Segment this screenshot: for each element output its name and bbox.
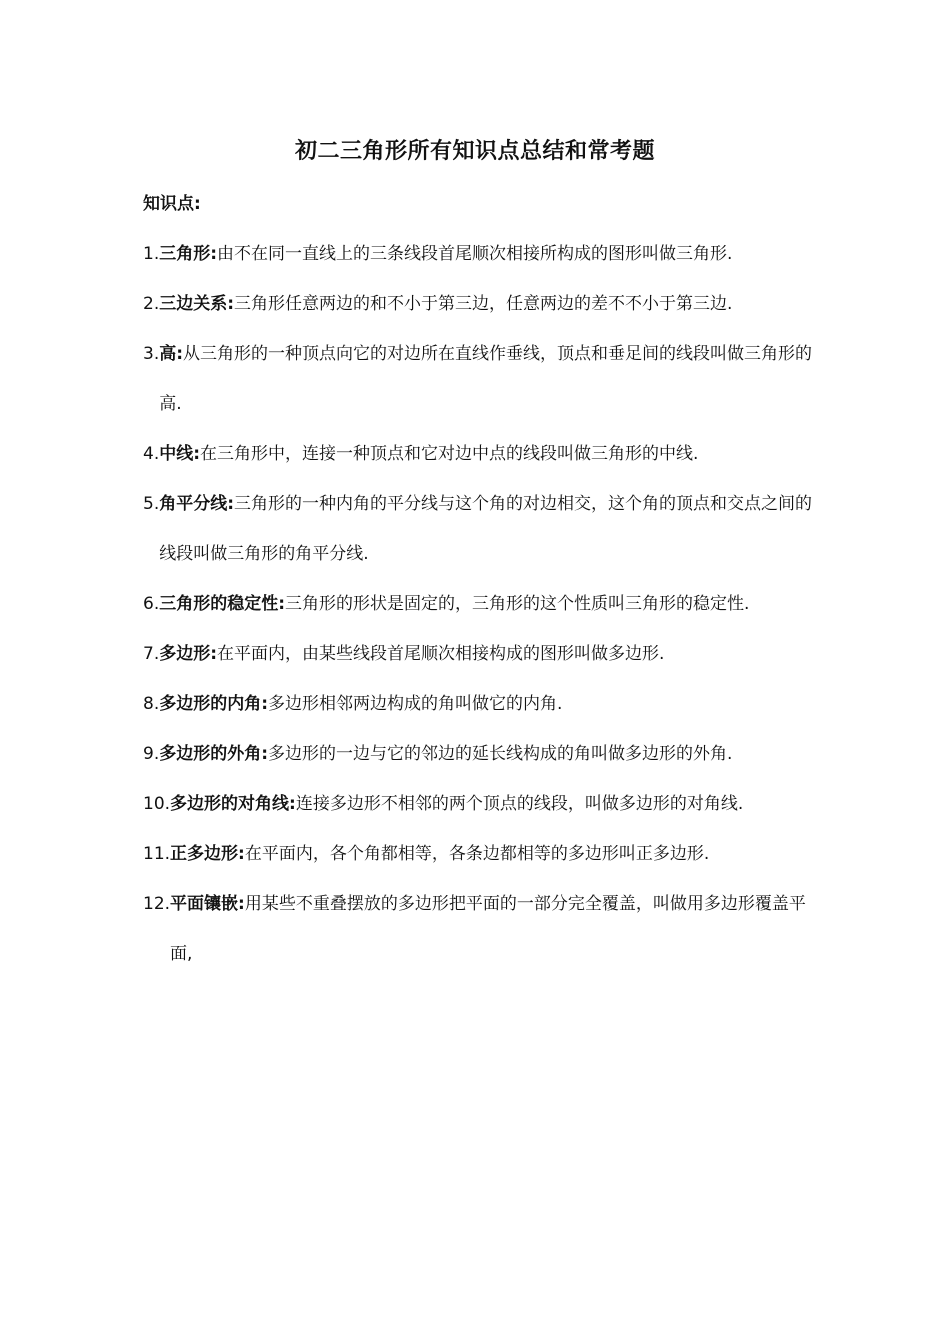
item-term: 正多边形: bbox=[170, 844, 245, 864]
item-term: 中线: bbox=[159, 444, 201, 464]
list-item bbox=[143, 829, 823, 879]
list-item bbox=[143, 629, 823, 679]
document-title: 初二三角形所有知识点总结和常考题 bbox=[294, 139, 655, 164]
list-item bbox=[143, 729, 823, 779]
item-text: 在三角形中，连接一种顶点和它对边中点的线段叫做三角形的中线. bbox=[200, 444, 699, 464]
item-number: 8. bbox=[143, 694, 160, 714]
item-number: 12. bbox=[143, 894, 171, 914]
item-term: 平面镶嵌: bbox=[170, 894, 245, 914]
item-number: 7. bbox=[143, 644, 160, 664]
item-term: 多边形: bbox=[159, 644, 218, 664]
list-item bbox=[143, 279, 823, 329]
item-text: 三角形的一种内角的平分线与这个角的对边相交，这个角的顶点和交点之间的线段叫做三角形的角平分线. bbox=[159, 494, 813, 564]
item-text: 多边形的一边与它的邻边的延长线构成的角叫做多边形的外角. bbox=[268, 744, 733, 764]
item-term: 三边关系: bbox=[159, 294, 235, 314]
item-number: 10. bbox=[143, 794, 171, 814]
item-text: 用某些不重叠摆放的多边形把平面的一部分完全覆盖，叫做用多边形覆盖平面, bbox=[170, 894, 806, 964]
item-number: 6. bbox=[143, 594, 160, 614]
item-text: 从三角形的一种顶点向它的对边所在直线作垂线，顶点和垂足间的线段叫做三角形的高. bbox=[159, 344, 813, 414]
item-number: 4. bbox=[143, 444, 160, 464]
list-item bbox=[143, 429, 823, 479]
item-number: 3. bbox=[143, 344, 160, 364]
list-item bbox=[143, 879, 823, 979]
list-item bbox=[143, 329, 823, 429]
item-term: 三角形的稳定性: bbox=[159, 594, 286, 614]
item-text: 在平面内，各个角都相等，各条边都相等的多边形叫正多边形. bbox=[244, 844, 710, 864]
list-item bbox=[143, 229, 823, 279]
knowledge-list bbox=[143, 229, 823, 979]
list-item bbox=[143, 579, 823, 629]
section-heading: 知识点: bbox=[143, 194, 201, 214]
item-term: 高: bbox=[159, 344, 184, 364]
item-number: 5. bbox=[143, 494, 160, 514]
item-number: 2. bbox=[143, 294, 160, 314]
item-text: 多边形相邻两边构成的角叫做它的内角. bbox=[268, 694, 563, 714]
item-text: 三角形的形状是固定的，三角形的这个性质叫三角形的稳定性. bbox=[285, 594, 750, 614]
item-term: 多边形的内角: bbox=[159, 694, 269, 714]
item-text: 在平面内，由某些线段首尾顺次相接构成的图形叫做多边形. bbox=[217, 644, 665, 664]
item-text: 三角形任意两边的和不小于第三边，任意两边的差不不小于第三边. bbox=[234, 294, 733, 314]
list-item bbox=[143, 479, 823, 579]
item-term: 多边形的对角线: bbox=[170, 794, 296, 814]
item-number: 1. bbox=[143, 244, 160, 264]
item-number: 11. bbox=[143, 844, 171, 864]
item-text: 由不在同一直线上的三条线段首尾顺次相接所构成的图形叫做三角形. bbox=[217, 244, 733, 264]
item-term: 多边形的外角: bbox=[159, 744, 269, 764]
list-item bbox=[143, 679, 823, 729]
item-number: 9. bbox=[143, 744, 160, 764]
item-text: 连接多边形不相邻的两个顶点的线段，叫做多边形的对角线. bbox=[295, 794, 744, 814]
list-item bbox=[143, 779, 823, 829]
item-term: 三角形: bbox=[159, 244, 218, 264]
item-term: 角平分线: bbox=[159, 494, 235, 514]
